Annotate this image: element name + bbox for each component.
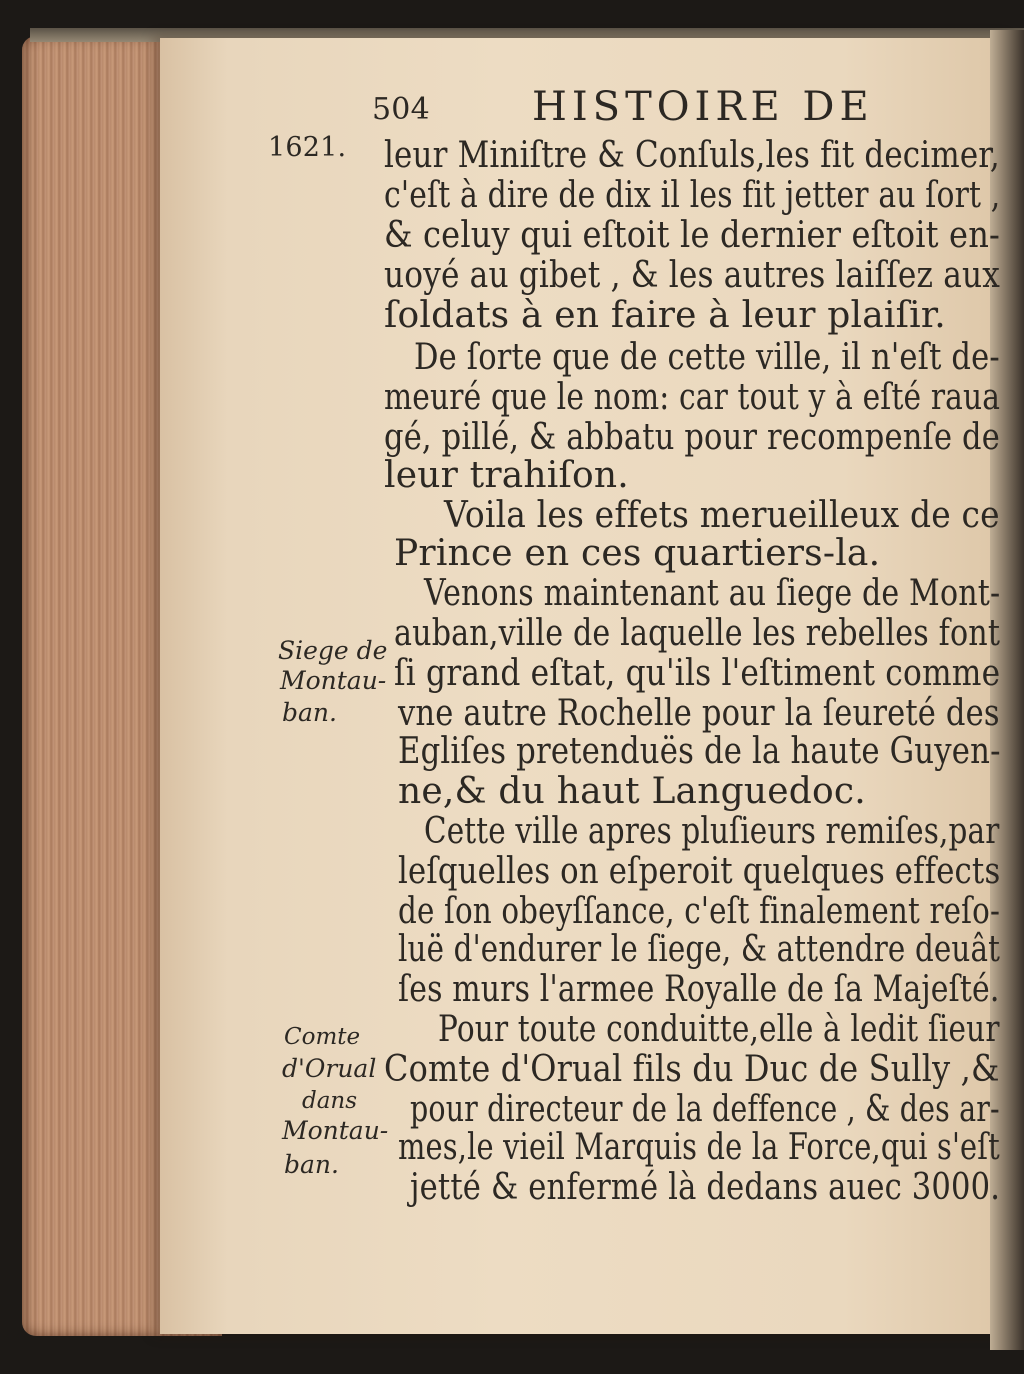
margin-note-line: Montau- (280, 666, 387, 695)
text-line: Cette ville apres pluſieurs remiſes,par (424, 811, 1000, 852)
margin-note-line: d'Orual (282, 1054, 377, 1083)
running-title: HISTOIRE DE (532, 84, 874, 130)
text-line: Pour toute conduitte,elle à ledit ſieur (438, 1009, 1000, 1050)
text-line: De ſorte que de cette ville, il n'eſt de- (414, 337, 1000, 378)
margin-note-line: dans (302, 1088, 358, 1114)
text-line: uoyé au gibet , & les autres laiſſez aux (384, 255, 1001, 296)
margin-note-line: ban. (284, 1150, 339, 1179)
text-line: pour directeur de la deffence , & des ar- (410, 1089, 1000, 1130)
text-line: Voila les effets merueilleux de ce (444, 495, 1000, 536)
text-line: leur Miniſtre & Conſuls,les fit decimer, (384, 135, 1000, 176)
text-line: leur trahiſon. (384, 455, 629, 496)
margin-year: 1621. (268, 132, 347, 163)
text-line: vne autre Rochelle pour la ſeureté des (398, 693, 1000, 734)
text-line: c'eſt à dire de dix il les fit jetter au ſort , (384, 175, 1001, 216)
text-line: de ſon obeyſſance, c'eſt finalement reſo- (398, 891, 1001, 932)
text-line: ſes murs l'armee Royalle de ſa Majeſté. (398, 969, 1000, 1010)
text-line: Comte d'Orual fils du Duc de Sully ,& (384, 1049, 1000, 1090)
text-line: ſi grand eſtat, qu'ils l'eſtiment comme (394, 653, 1001, 694)
text-line: luë d'endurer le ſiege, & attendre deuât (398, 929, 1001, 970)
text-line: jetté & enfermé là dedans auec 3000. (410, 1167, 1001, 1208)
text-line: Venons maintenant au ſiege de Mont- (424, 573, 1001, 614)
margin-note-line: ban. (282, 698, 337, 727)
text-line: ne,& du haut Languedoc. (398, 771, 866, 812)
text-line: leſquelles on eſperoit quelques effects (398, 851, 1001, 892)
text-line: auban,ville de laquelle les rebelles font (394, 613, 1001, 654)
text-line: meuré que le nom: car tout y à eſté raua (384, 377, 1001, 418)
text-line: Egliſes pretenduës de la haute Guyen- (398, 731, 1001, 772)
margin-note-line: Comte (284, 1024, 361, 1050)
page-number: 504 (372, 92, 430, 127)
text-line: mes,le vieil Marquis de la Force,qui s'eſt (398, 1127, 1000, 1168)
margin-note-line: Siege de (278, 636, 388, 665)
text-line: & celuy qui eſtoit le dernier eſtoit en- (384, 215, 1001, 256)
text-line: gé, pillé, & abbatu pour recompenſe de (384, 417, 1000, 458)
text-line: Prince en ces quartiers-la. (394, 533, 881, 574)
text-line: ſoldats à en faire à leur plaiſir. (384, 295, 946, 336)
margin-note-line: Montau- (282, 1116, 389, 1145)
